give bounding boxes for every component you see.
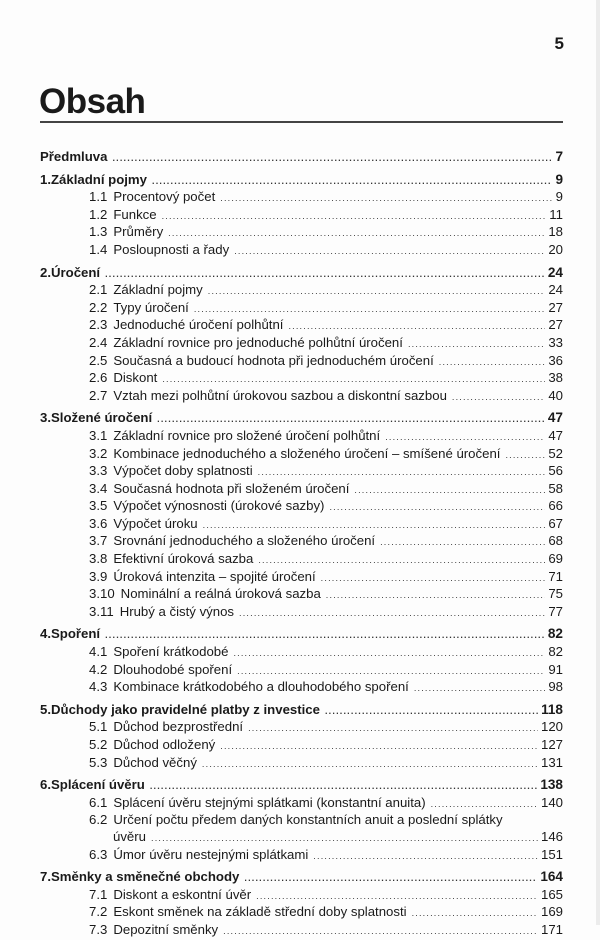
toc-chapter[interactable] bbox=[40, 869, 563, 887]
dot-leader bbox=[431, 796, 538, 813]
section-title: Diskont a eskontní úvěr bbox=[113, 886, 252, 902]
dot-leader bbox=[112, 150, 552, 167]
toc-section[interactable] bbox=[40, 533, 563, 551]
toc-section[interactable] bbox=[40, 795, 563, 813]
chapter-number: 3. bbox=[40, 410, 51, 426]
chapter-number: 7. bbox=[40, 869, 51, 885]
toc-section[interactable] bbox=[40, 189, 563, 207]
section-title: Výpočet výnosnosti (úrokové sazby) bbox=[113, 498, 325, 514]
dot-leader bbox=[239, 605, 545, 622]
chapter-title: Složené úročení bbox=[51, 410, 153, 426]
section-title: Nominální a reálná úroková sazba bbox=[120, 586, 321, 602]
toc-section[interactable] bbox=[40, 551, 563, 569]
toc-section[interactable] bbox=[40, 516, 563, 534]
toc-section[interactable] bbox=[40, 812, 563, 846]
toc-section[interactable] bbox=[40, 370, 563, 388]
toc-section[interactable] bbox=[40, 317, 563, 335]
toc-section[interactable] bbox=[40, 644, 563, 662]
toc-section[interactable] bbox=[40, 388, 563, 406]
dot-leader bbox=[105, 266, 545, 283]
section-number: 3.10 bbox=[89, 586, 115, 602]
section-number: 2.2 bbox=[89, 299, 108, 315]
section-number: 3.7 bbox=[89, 533, 108, 549]
section-page: 33 bbox=[548, 334, 563, 350]
section-page: 20 bbox=[548, 241, 563, 257]
section-page: 98 bbox=[548, 679, 563, 695]
toc-section[interactable] bbox=[40, 887, 563, 905]
section-page: 140 bbox=[540, 794, 563, 810]
section-title: Srovnání jednoduchého a složeného úročení bbox=[113, 533, 376, 549]
section-number: 1.3 bbox=[89, 224, 108, 240]
section-page: 56 bbox=[548, 463, 563, 479]
dot-leader bbox=[439, 354, 546, 371]
chapter-title: Úročení bbox=[51, 264, 101, 280]
section-number: 3.9 bbox=[89, 568, 108, 584]
section-page: 75 bbox=[548, 586, 563, 602]
dot-leader bbox=[151, 830, 538, 847]
section-page: 40 bbox=[548, 387, 563, 403]
chapter-number: 2. bbox=[40, 264, 51, 280]
section-number: 7.3 bbox=[89, 921, 108, 937]
toc-section[interactable] bbox=[40, 498, 563, 516]
section-title: Určení počtu předem daných konstantních anuit a poslední splátky bbox=[113, 812, 503, 828]
section-title: Eskont směnek na základě střední doby splatnosti bbox=[113, 904, 407, 920]
dot-leader bbox=[105, 627, 545, 644]
section-page: 36 bbox=[548, 352, 563, 368]
section-number: 2.6 bbox=[89, 370, 108, 386]
toc-section[interactable] bbox=[40, 569, 563, 587]
section-number: 1.2 bbox=[89, 206, 108, 222]
toc-section[interactable] bbox=[40, 662, 563, 680]
section-page: 91 bbox=[548, 661, 563, 677]
section-number: 1.4 bbox=[89, 241, 108, 257]
toc-chapter[interactable] bbox=[40, 777, 563, 795]
toc-section[interactable] bbox=[40, 719, 563, 737]
dot-leader bbox=[152, 173, 552, 190]
section-page: 66 bbox=[548, 498, 563, 514]
section-title: Procentový počet bbox=[113, 189, 216, 205]
section-page: 171 bbox=[540, 921, 563, 937]
dot-leader bbox=[412, 905, 538, 922]
section-line-continued bbox=[89, 829, 563, 847]
dot-leader bbox=[326, 587, 546, 604]
section-page: 146 bbox=[540, 828, 563, 844]
section-title: Úmor úvěru nestejnými splátkami bbox=[113, 846, 309, 862]
chapter-page: 118 bbox=[541, 701, 563, 717]
dot-leader bbox=[244, 870, 537, 887]
toc-section[interactable] bbox=[40, 300, 563, 318]
dot-leader bbox=[505, 447, 545, 464]
section-page: 71 bbox=[548, 568, 563, 584]
dot-leader bbox=[168, 225, 545, 242]
toc-section[interactable] bbox=[40, 353, 563, 371]
toc-section[interactable] bbox=[40, 242, 563, 260]
toc-section[interactable] bbox=[40, 282, 563, 300]
dot-leader bbox=[150, 778, 537, 795]
dot-leader bbox=[223, 923, 538, 940]
section-title: Úroková intenzita – spojité úročení bbox=[113, 568, 316, 584]
chapter-page: 24 bbox=[547, 264, 563, 280]
section-page: 27 bbox=[548, 317, 563, 333]
section-page: 52 bbox=[548, 445, 563, 461]
section-title: Průměry bbox=[113, 224, 164, 240]
section-title: Diskont bbox=[113, 370, 158, 386]
dot-leader bbox=[385, 429, 545, 446]
section-title: Dlouhodobé spoření bbox=[113, 661, 233, 677]
section-number: 5.2 bbox=[89, 737, 108, 752]
toc-chapter[interactable] bbox=[40, 410, 563, 428]
toc-label: Předmluva bbox=[40, 149, 108, 164]
dot-leader bbox=[258, 552, 545, 569]
chapter-number: 4. bbox=[40, 626, 51, 642]
section-page: 24 bbox=[548, 282, 563, 298]
section-page: 82 bbox=[548, 644, 563, 660]
dot-leader bbox=[354, 482, 545, 499]
section-number: 5.1 bbox=[89, 719, 108, 735]
chapter-number: 5. bbox=[40, 701, 51, 717]
section-title: Jednoduché úročení polhůtní bbox=[113, 317, 284, 333]
section-page: 27 bbox=[548, 299, 563, 315]
chapter-list bbox=[40, 167, 563, 940]
toc-section[interactable] bbox=[40, 847, 563, 865]
dot-leader bbox=[408, 336, 545, 353]
section-number: 1.1 bbox=[89, 189, 108, 205]
section-number: 3.11 bbox=[89, 603, 114, 619]
section-title: Základní pojmy bbox=[113, 282, 203, 298]
section-page: 165 bbox=[540, 886, 563, 902]
dot-leader bbox=[237, 663, 545, 680]
section-page: 18 bbox=[548, 224, 563, 240]
section-title: Typy úročení bbox=[113, 299, 189, 315]
toc-chapter[interactable] bbox=[40, 172, 563, 190]
dot-leader bbox=[414, 680, 546, 697]
chapter-page: 138 bbox=[540, 777, 563, 793]
section-title: Efektivní úroková sazba bbox=[113, 551, 254, 567]
section-page: 58 bbox=[548, 480, 563, 496]
toc-chapter[interactable] bbox=[40, 702, 563, 720]
section-page: 68 bbox=[548, 533, 563, 549]
chapter-title: Splácení úvěru bbox=[51, 777, 145, 793]
toc-section[interactable] bbox=[40, 481, 563, 499]
section-title: Současná a budoucí hodnota při jednoduchém úročení bbox=[113, 352, 434, 368]
section-number: 2.3 bbox=[89, 317, 108, 333]
section-number: 3.5 bbox=[89, 498, 108, 514]
section-title: Výpočet úroku bbox=[113, 515, 198, 531]
dot-leader bbox=[248, 720, 538, 737]
section-number: 3.1 bbox=[89, 427, 108, 443]
toc-section[interactable] bbox=[40, 335, 563, 353]
dot-leader bbox=[380, 534, 545, 551]
section-number: 6.1 bbox=[89, 794, 108, 810]
toc-section[interactable] bbox=[40, 224, 563, 242]
dot-leader bbox=[313, 848, 538, 865]
dot-leader bbox=[329, 499, 545, 516]
section-number: 6.2 bbox=[89, 812, 108, 828]
section-page: 120 bbox=[540, 719, 563, 735]
section-page: 38 bbox=[548, 370, 563, 386]
toc-section[interactable] bbox=[40, 737, 563, 755]
dot-leader bbox=[258, 464, 546, 481]
section-title: Hrubý a čistý výnos bbox=[119, 603, 235, 619]
section-number: 4.2 bbox=[89, 661, 108, 677]
chapter-number: 1. bbox=[40, 171, 51, 187]
title-rule bbox=[40, 121, 563, 123]
section-title: Základní rovnice pro složené úročení polhůtní bbox=[113, 427, 381, 443]
section-number: 7.1 bbox=[89, 886, 108, 902]
page-number: 5 bbox=[554, 34, 564, 53]
dot-leader bbox=[208, 283, 546, 300]
section-page: 127 bbox=[540, 737, 563, 752]
toc-section[interactable] bbox=[40, 446, 563, 464]
section-title: Depozitní směnky bbox=[113, 921, 219, 937]
chapter-title: Důchody jako pravidelné platby z investice bbox=[51, 701, 320, 717]
dot-leader bbox=[256, 888, 538, 905]
section-page: 169 bbox=[540, 904, 563, 920]
section-title-continued: úvěru bbox=[113, 828, 146, 844]
chapter-title: Spoření bbox=[51, 626, 101, 642]
chapter-page: 9 bbox=[555, 171, 563, 187]
toc-chapter[interactable] bbox=[40, 626, 563, 644]
section-number: 3.2 bbox=[89, 445, 108, 461]
section-page: 131 bbox=[540, 754, 563, 770]
section-title: Důchod věčný bbox=[113, 754, 197, 770]
toc-section[interactable] bbox=[40, 586, 563, 604]
dot-leader bbox=[220, 190, 552, 207]
section-number: 7.2 bbox=[89, 904, 108, 920]
section-number: 2.4 bbox=[89, 334, 108, 350]
section-page: 151 bbox=[540, 846, 563, 862]
section-number: 3.8 bbox=[89, 551, 108, 567]
toc-section[interactable] bbox=[40, 755, 563, 773]
toc-section[interactable] bbox=[40, 604, 563, 622]
toc-section[interactable] bbox=[40, 904, 563, 922]
toc-section[interactable] bbox=[40, 679, 563, 697]
page-edge bbox=[596, 0, 600, 925]
section-title: Současná hodnota při složeném úročení bbox=[113, 480, 350, 496]
toc-section[interactable] bbox=[40, 463, 563, 481]
dot-leader bbox=[194, 301, 545, 318]
chapter-number: 6. bbox=[40, 777, 51, 793]
dot-leader bbox=[325, 703, 538, 720]
section-title: Vztah mezi polhůtní úrokovou sazbou a diskontní sazbou bbox=[113, 387, 447, 403]
section-title: Posloupnosti a řady bbox=[113, 241, 230, 257]
chapter-page: 82 bbox=[547, 626, 563, 642]
section-number: 4.1 bbox=[89, 644, 108, 660]
chapter-title: Základní pojmy bbox=[51, 171, 147, 187]
toc-entry-preface[interactable] bbox=[40, 149, 563, 167]
section-number: 4.3 bbox=[89, 679, 108, 695]
section-number: 2.1 bbox=[89, 282, 108, 298]
section-title: Spoření krátkodobé bbox=[113, 644, 229, 660]
section-number: 2.5 bbox=[89, 352, 108, 368]
section-title: Základní rovnice pro jednoduché polhůtní úročení bbox=[113, 334, 403, 350]
section-number: 5.3 bbox=[89, 754, 108, 770]
section-title: Výpočet doby splatnosti bbox=[113, 463, 253, 479]
section-title: Splácení úvěru stejnými splátkami (konstantní anuita) bbox=[113, 794, 426, 810]
dot-leader bbox=[203, 517, 546, 534]
section-number: 3.6 bbox=[89, 515, 108, 531]
chapter-page: 164 bbox=[540, 869, 563, 885]
section-number: 2.7 bbox=[89, 387, 108, 403]
toc-chapter[interactable] bbox=[40, 265, 563, 283]
dot-leader bbox=[288, 318, 545, 335]
toc-section[interactable] bbox=[40, 428, 563, 446]
section-page: 9 bbox=[555, 189, 563, 205]
section-page: 11 bbox=[549, 206, 563, 222]
page-title: Obsah bbox=[39, 82, 146, 121]
section-title: Funkce bbox=[113, 206, 157, 222]
section-page: 77 bbox=[548, 603, 563, 619]
section-number: 3.3 bbox=[89, 463, 108, 479]
section-number: 3.4 bbox=[89, 480, 108, 496]
chapter-title: Směnky a směnečné obchody bbox=[51, 869, 240, 885]
section-page: 67 bbox=[548, 515, 563, 531]
table-of-contents bbox=[40, 149, 563, 940]
toc-page: 7 bbox=[555, 149, 563, 164]
section-title: Kombinace jednoduchého a složeného úročení – smíšené úročení bbox=[113, 445, 501, 461]
dot-leader bbox=[162, 371, 545, 388]
section-title: Kombinace krátkodobého a dlouhodobého spoření bbox=[113, 679, 409, 695]
dot-leader bbox=[321, 570, 546, 587]
section-title: Důchod odložený bbox=[113, 737, 216, 752]
dot-leader bbox=[234, 243, 545, 260]
dot-leader bbox=[162, 208, 547, 225]
dot-leader bbox=[233, 645, 545, 662]
dot-leader bbox=[452, 389, 545, 406]
section-title: Důchod bezprostřední bbox=[113, 719, 244, 735]
dot-leader bbox=[157, 411, 545, 428]
toc-section[interactable] bbox=[40, 207, 563, 225]
section-page: 47 bbox=[548, 427, 563, 443]
dot-leader bbox=[202, 756, 538, 773]
section-line bbox=[89, 812, 563, 829]
chapter-page: 47 bbox=[547, 410, 563, 426]
dot-leader bbox=[220, 738, 538, 755]
section-page: 69 bbox=[548, 551, 563, 567]
section-number: 6.3 bbox=[89, 846, 108, 862]
